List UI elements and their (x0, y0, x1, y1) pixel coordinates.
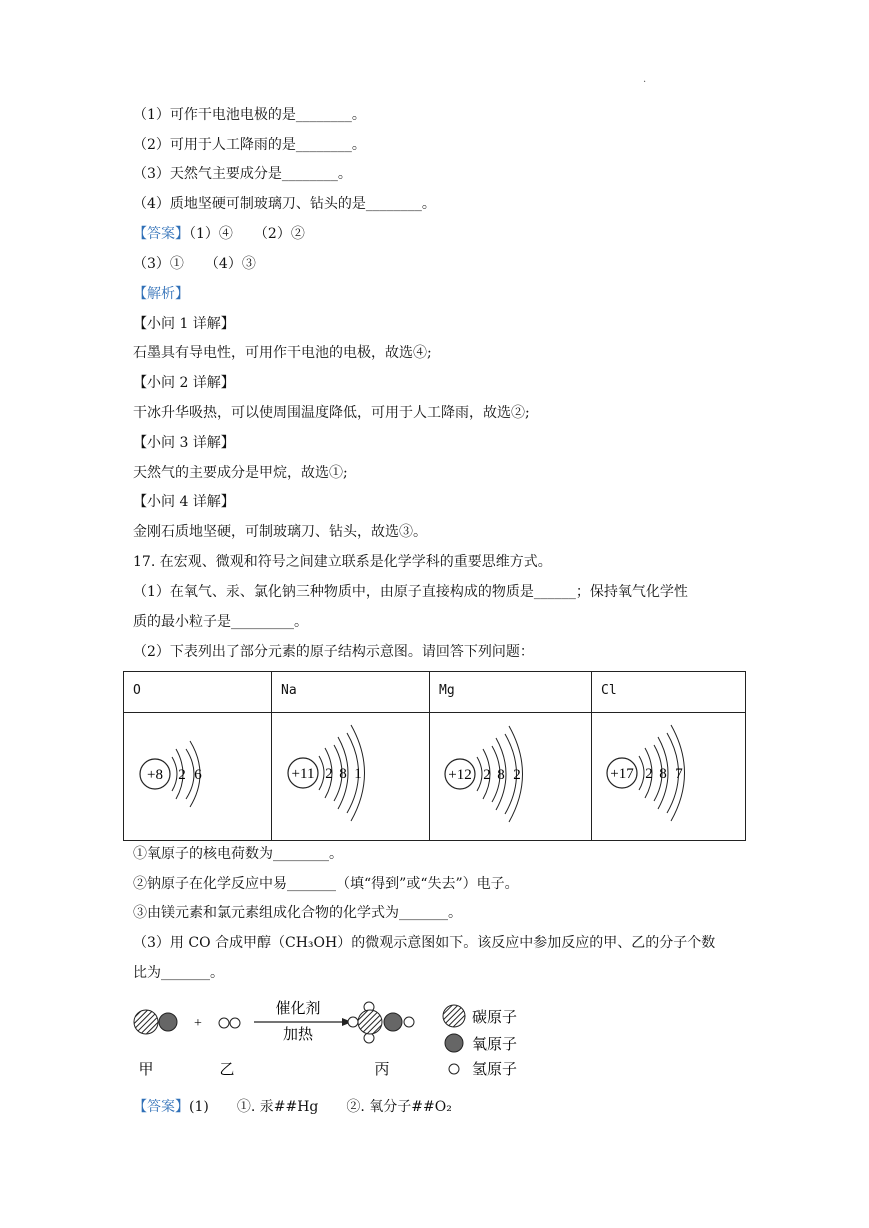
question-17-2: （2）下表列出了部分元素的原子结构示意图。请回答下列问题： (133, 644, 534, 660)
shell-electron-count: 1 (354, 766, 362, 782)
legend-hydrogen-icon (449, 1064, 459, 1074)
reaction-diagram (130, 993, 550, 1088)
electron-shell-arc (319, 756, 324, 790)
question-3: （3）天然气主要成分是________。 (133, 166, 352, 182)
sub3-title: 【小问 3 详解】 (133, 435, 235, 451)
legend-oxygen-label: 氧原子 (472, 1035, 518, 1053)
legend (443, 1005, 517, 1078)
product-methanol-molecule (348, 1002, 414, 1043)
shell-electron-count: 7 (675, 766, 683, 782)
hydrogen-atom (219, 1018, 229, 1028)
question-17-3b: 比为_______。 (133, 965, 224, 981)
label-jia: 甲 (138, 1060, 154, 1078)
sub1-title: 【小问 1 详解】 (133, 316, 235, 332)
reactant-a-co-molecule (134, 1010, 177, 1034)
legend-oxygen-icon (445, 1034, 463, 1052)
final-answer-text: (1) ①. 汞##Hg ②. 氧分子##O₂ (189, 1099, 452, 1115)
chlorine-atom-diagram (592, 713, 745, 840)
shell-electron-count: 2 (178, 767, 186, 783)
hydrogen-atom (364, 1033, 374, 1043)
hydrogen-atom (230, 1018, 240, 1028)
oxygen-atom (159, 1013, 177, 1031)
question-17-3a: （3）用 CO 合成甲醇（CH₃OH）的微观示意图如下。该反应中参加反应的甲、乙的分子个数 (133, 935, 716, 951)
nucleus-charge: +11 (291, 766, 315, 782)
shell-electron-count: 2 (645, 766, 653, 782)
sodium-atom-diagram (272, 713, 429, 840)
shell-electron-count: 2 (513, 767, 521, 783)
analysis-label: 【解析】 (133, 286, 189, 302)
element-symbol-mg: Mg (439, 683, 455, 698)
table-header-row (124, 672, 746, 713)
legend-carbon-label: 碳原子 (472, 1008, 518, 1026)
electron-shell-arc (477, 757, 482, 791)
oxygen-atom (384, 1013, 402, 1031)
answer-line-2: （3）① （4）③ (133, 256, 256, 272)
element-symbol-na: Na (281, 683, 297, 698)
answer-text-1: （1）④ （2）② (189, 226, 305, 242)
label-yi: 乙 (219, 1060, 235, 1078)
question-17-1b: 质的最小粒子是_________。 (133, 614, 308, 630)
table-diagram-cell (430, 713, 592, 841)
table-diagram-cell (124, 713, 272, 841)
question-4: （4）质地坚硬可制玻璃刀、钻头的是________。 (133, 196, 436, 212)
electron-shell-arc (172, 757, 177, 791)
table-header-cell (592, 672, 746, 713)
label-bing: 丙 (374, 1060, 390, 1078)
atom-structure-table (123, 671, 746, 841)
question-17-2-i: ①氧原子的核电荷数为________。 (133, 846, 343, 862)
sub4-title: 【小问 4 详解】 (133, 494, 235, 510)
element-symbol-o: O (133, 683, 141, 698)
table-diagram-cell (272, 713, 430, 841)
question-2: （2）可用于人工降雨的是________。 (133, 137, 366, 153)
electron-shell-arc (639, 756, 644, 790)
electron-shell-arc (186, 749, 194, 799)
legend-carbon-icon (443, 1005, 465, 1027)
carbon-atom (358, 1010, 382, 1034)
nucleus-charge: +17 (610, 766, 634, 782)
question-17-2-ii: ②钠原子在化学反应中易_______（填“得到”或“失去”）电子。 (133, 876, 519, 892)
question-17-1a: （1）在氧气、汞、氯化钠三种物质中，由原子直接构成的物质是______；保持氧气化学性 (133, 584, 688, 600)
nucleus-charge: +8 (147, 767, 163, 783)
catalyst-label: 催化剂 (275, 999, 321, 1017)
reactant-b-h2-molecule (219, 1018, 240, 1028)
hydrogen-atom (348, 1017, 358, 1027)
table-header-cell (124, 672, 272, 713)
magnesium-atom-diagram (430, 713, 591, 840)
answer-line-1 (133, 224, 305, 244)
shell-electron-count: 8 (339, 766, 347, 782)
sub2-title: 【小问 2 详解】 (133, 375, 235, 391)
shell-electron-count: 6 (194, 767, 202, 783)
legend-hydrogen-label: 氢原子 (472, 1060, 518, 1078)
carbon-atom (134, 1010, 158, 1034)
final-answer-label: 【答案】 (133, 1099, 189, 1115)
answer-label: 【答案】 (133, 226, 189, 242)
table-header-cell (272, 672, 430, 713)
table-header-cell (430, 672, 592, 713)
shell-electron-count: 8 (659, 766, 667, 782)
plus-sign: + (194, 1016, 202, 1031)
shell-electron-count: 8 (497, 767, 505, 783)
page-dot: . (643, 74, 647, 85)
question-17: 17. 在宏观、微观和符号之间建立联系是化学学科的重要思维方式。 (133, 554, 552, 570)
hydrogen-atom (404, 1017, 414, 1027)
table-diagram-row (124, 713, 746, 841)
question-17-2-iii: ③由镁元素和氯元素组成化合物的化学式为_______。 (133, 905, 462, 921)
question-1: （1）可作干电池电极的是________。 (133, 107, 366, 123)
final-answer-line (133, 1097, 452, 1117)
element-symbol-cl: Cl (601, 683, 617, 698)
sub2-text: 干冰升华吸热，可以使周围温度降低，可用于人工降雨，故选②; (133, 405, 530, 421)
sub3-text: 天然气的主要成分是甲烷，故选①; (133, 465, 348, 481)
table-diagram-cell (592, 713, 746, 841)
nucleus-charge: +12 (448, 767, 472, 783)
condition-label: 加热 (282, 1025, 314, 1043)
shell-electron-count: 2 (483, 767, 491, 783)
shell-electron-count: 2 (325, 766, 333, 782)
oxygen-atom-diagram (124, 713, 271, 840)
sub1-text: 石墨具有导电性，可用作干电池的电极，故选④; (133, 345, 432, 361)
sub4-text: 金刚石质地坚硬，可制玻璃刀、钻头，故选③。 (133, 524, 427, 540)
